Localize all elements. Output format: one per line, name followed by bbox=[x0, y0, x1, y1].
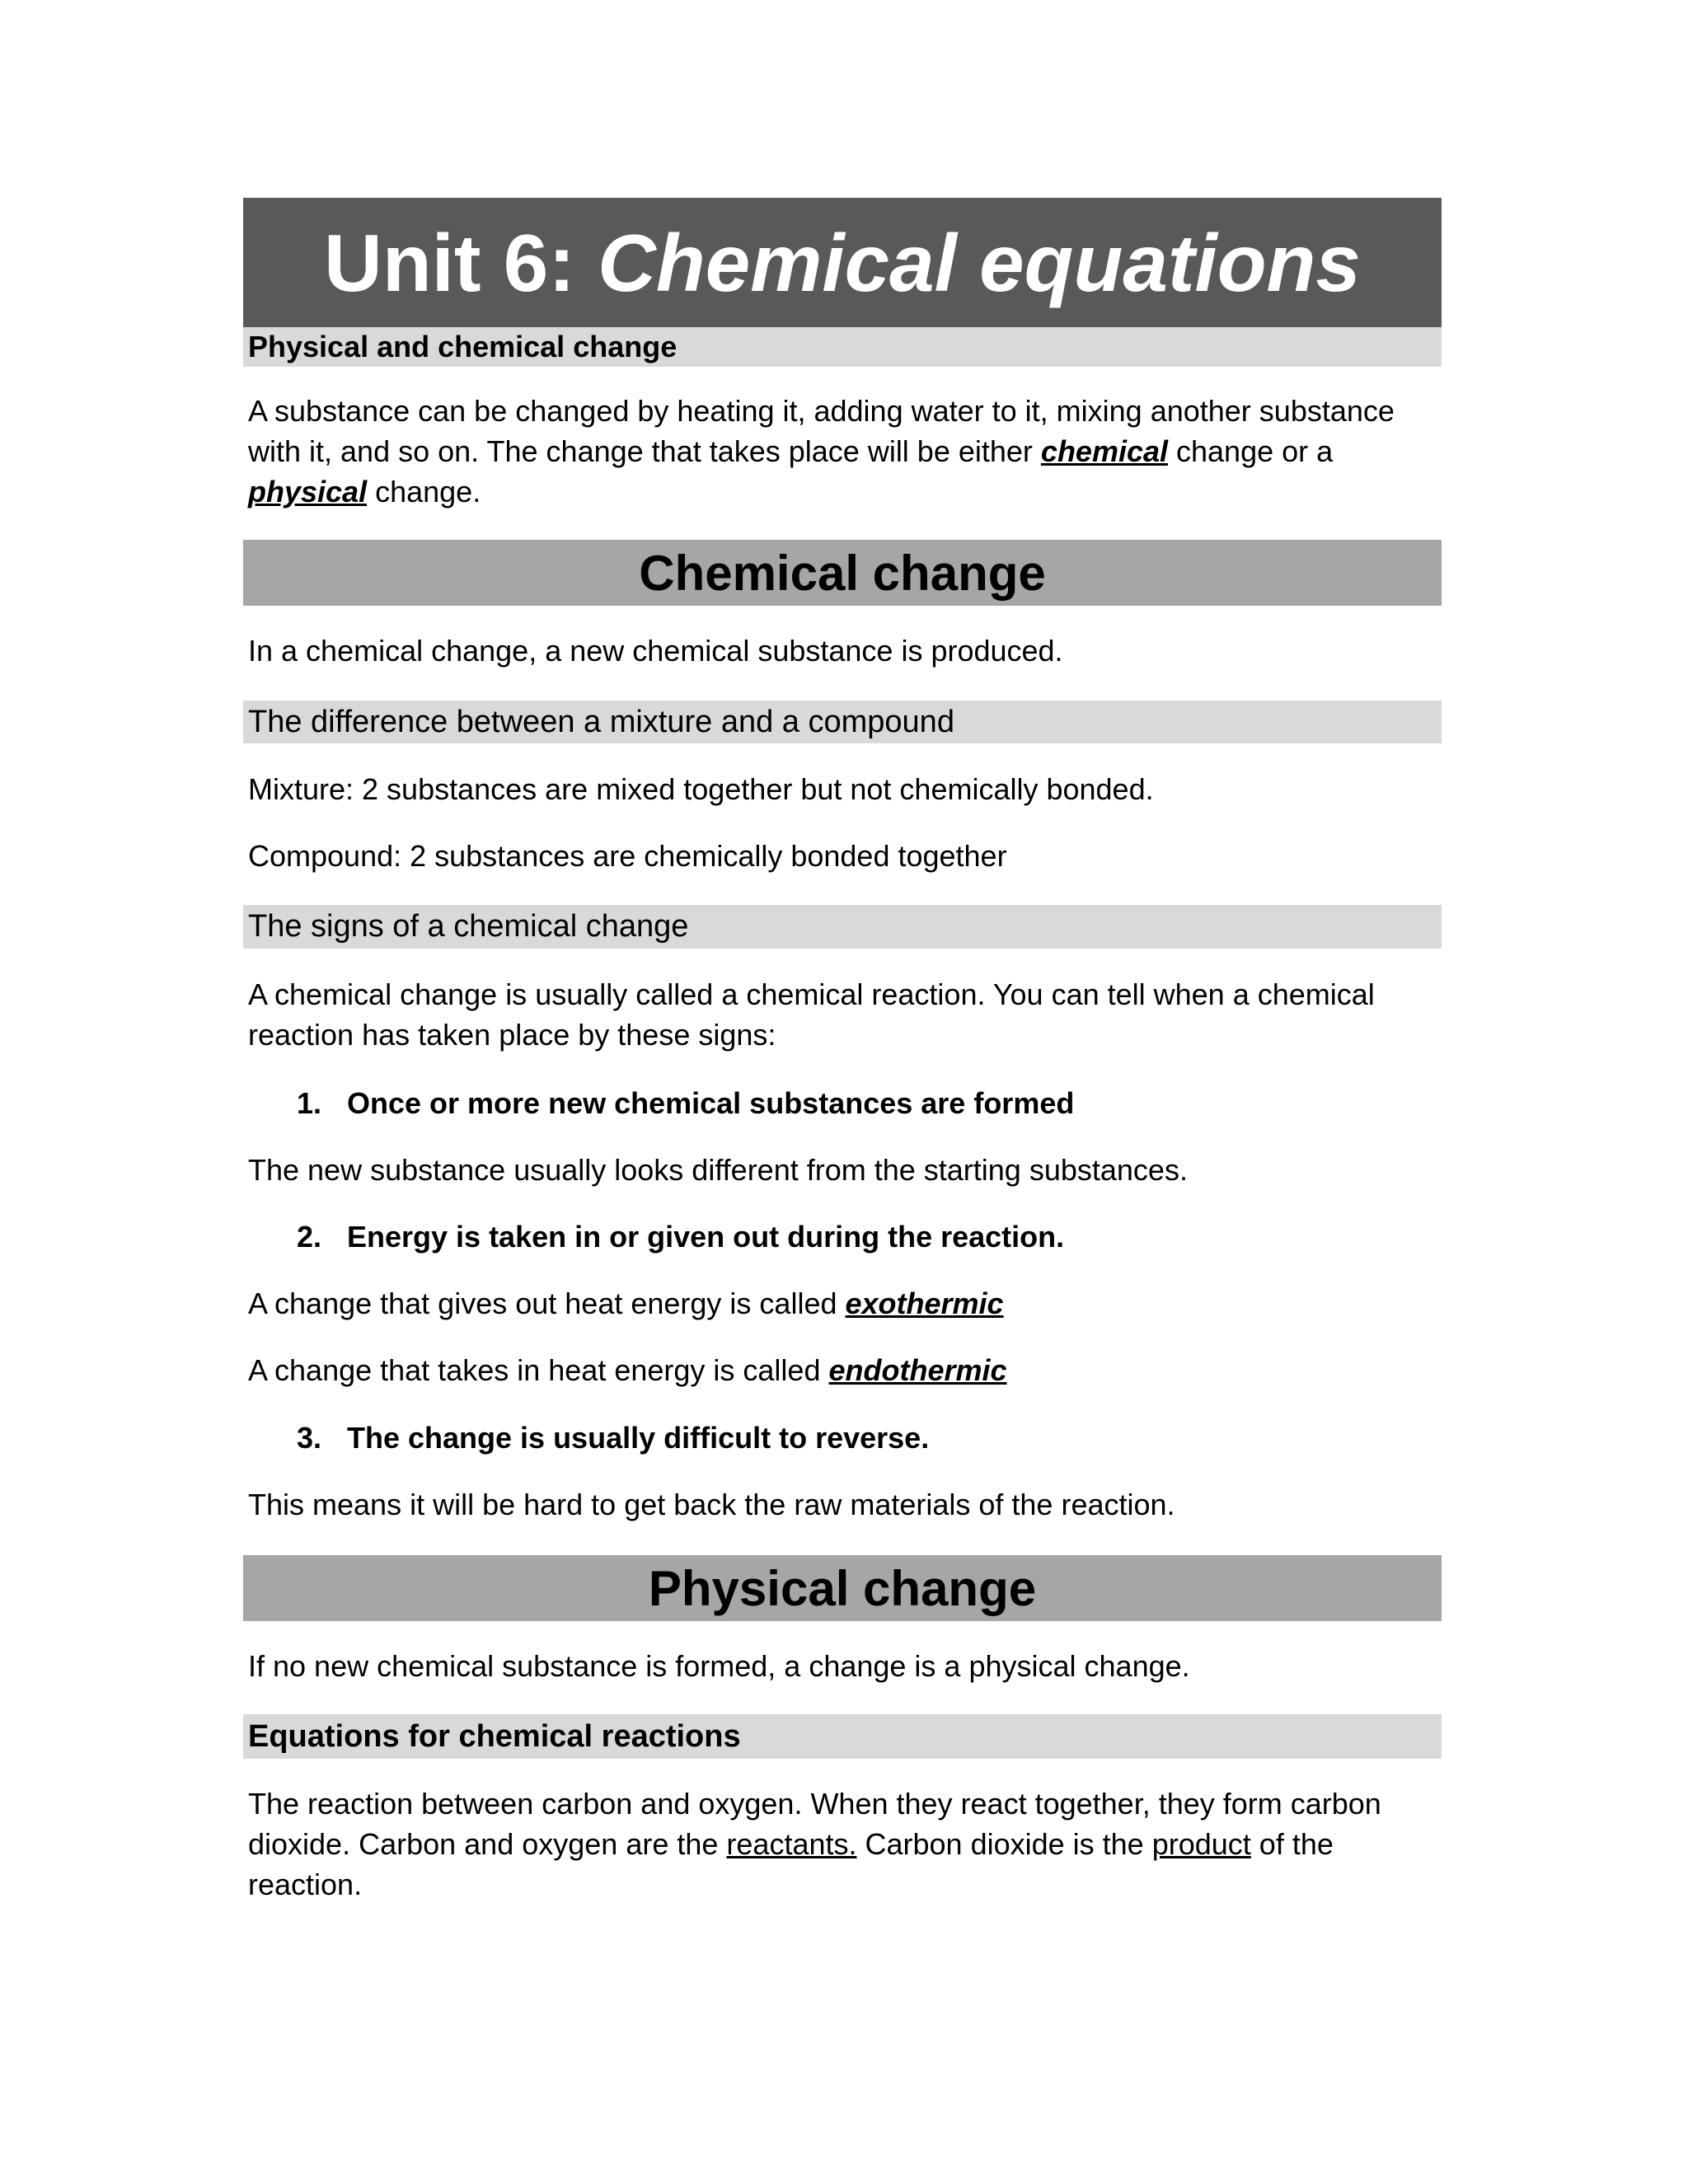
text-run: of the reaction. bbox=[248, 1827, 1334, 1901]
text-run: change. bbox=[367, 475, 481, 509]
mixture-definition: Mixture: 2 substances are mixed together but not chemically bonded. bbox=[248, 772, 1154, 806]
sign-3-explanation: This means it will be hard to get back the raw materials of the reaction. bbox=[248, 1488, 1175, 1521]
title-prefix: Unit 6: bbox=[324, 217, 598, 308]
keyword-chemical: chemical bbox=[1040, 434, 1169, 468]
text-run: change or a bbox=[1168, 434, 1334, 468]
signs-intro: A chemical change is usually called a chemical reaction. You can tell when a chemical reaction has taken place by these signs: bbox=[248, 977, 1375, 1052]
term-reactants: reactants. bbox=[726, 1827, 857, 1861]
text-run: The reaction between carbon and oxygen. When they react together, they form carbon dioxide. Carbon and oxygen are the bbox=[248, 1787, 1381, 1861]
sign-item-3 bbox=[297, 1418, 929, 1458]
keyword-exothermic: exothermic bbox=[845, 1286, 1004, 1320]
equations-paragraph bbox=[248, 1783, 1443, 1905]
keyword-physical: physical bbox=[248, 475, 368, 509]
compound-definition: Compound: 2 substances are chemically bonded together bbox=[248, 839, 1007, 873]
heading-equations bbox=[243, 1714, 1442, 1759]
heading-text: The signs of a chemical change bbox=[248, 909, 689, 944]
item-number: 2. bbox=[297, 1220, 322, 1254]
heading-text: The difference between a mixture and a compound bbox=[248, 704, 954, 739]
item-text: Energy is taken in or given out during the reaction. bbox=[347, 1220, 1065, 1254]
text-run: A change that takes in heat energy is called bbox=[248, 1353, 829, 1387]
item-text: The change is usually difficult to reverse. bbox=[347, 1421, 930, 1455]
item-text: Once or more new chemical substances are formed bbox=[347, 1086, 1075, 1120]
keyword-endothermic: endothermic bbox=[828, 1353, 1007, 1387]
heading-text: Physical change bbox=[648, 1560, 1037, 1616]
sign-item-2 bbox=[297, 1216, 1064, 1257]
heading-signs-chemical-change bbox=[243, 905, 1442, 949]
intro-paragraph bbox=[248, 391, 1443, 512]
heading-physical-change bbox=[243, 1555, 1442, 1621]
item-number: 3. bbox=[297, 1421, 322, 1455]
heading-chemical-change bbox=[243, 540, 1442, 606]
exothermic-definition bbox=[248, 1283, 1443, 1324]
heading-mixture-compound bbox=[243, 701, 1442, 743]
chemical-change-intro: In a chemical change, a new chemical substance is produced. bbox=[248, 634, 1063, 668]
heading-text: Physical and chemical change bbox=[248, 330, 678, 363]
heading-text: Equations for chemical reactions bbox=[248, 1718, 741, 1754]
title-italic: Chemical equations bbox=[598, 217, 1361, 308]
sign-item-1 bbox=[297, 1083, 1074, 1123]
sign-1-explanation: The new substance usually looks different from the starting substances. bbox=[248, 1153, 1188, 1187]
title-banner bbox=[243, 198, 1442, 327]
endothermic-definition bbox=[248, 1350, 1443, 1390]
text-run: A change that gives out heat energy is called bbox=[248, 1286, 846, 1320]
text-run: A substance can be changed by heating it, adding water to it, mixing another substance with it, and so on. The change that takes place will be either bbox=[248, 394, 1395, 468]
term-product: product bbox=[1151, 1827, 1251, 1861]
heading-text: Chemical change bbox=[639, 545, 1046, 601]
heading-physical-chemical-change bbox=[243, 327, 1442, 367]
physical-change-intro: If no new chemical substance is formed, a change is a physical change. bbox=[248, 1649, 1190, 1683]
text-run: Carbon dioxide is the bbox=[856, 1827, 1152, 1861]
item-number: 1. bbox=[297, 1086, 322, 1120]
